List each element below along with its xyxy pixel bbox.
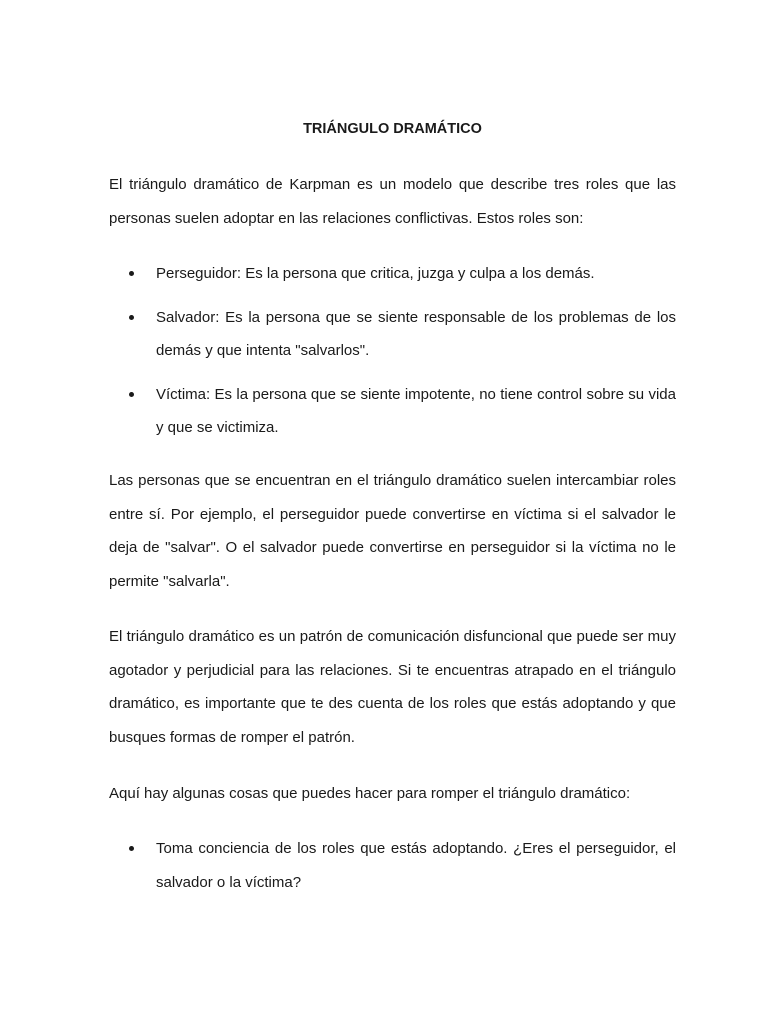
bullet-icon [129,392,134,397]
list-item [109,257,676,291]
role-text: Víctima: Es la persona que se siente impotente, no tiene control sobre su vida y que se victimiza. [156,385,676,436]
body-paragraph: Aquí hay algunas cosas que puedes hacer para romper el triángulo dramático: [109,785,631,802]
bullet-icon [129,315,134,320]
intro-paragraph: El triángulo dramático de Karpman es un modelo que describe tres roles que las personas suelen adoptar en las relaciones conflictivas. Estos roles son: [109,176,676,227]
bullet-icon [129,846,134,851]
list-item [109,832,676,899]
tip-text: Toma conciencia de los roles que estás adoptando. ¿Eres el perseguidor, el salvador o la víctima? [156,840,676,891]
role-text: Perseguidor: Es la persona que critica, juzga y culpa a los demás. [156,265,595,282]
bullet-icon [129,271,134,276]
roles-list [109,257,676,445]
body-paragraph: Las personas que se encuentran en el triángulo dramático suelen intercambiar roles entre sí. Por ejemplo, el perseguidor puede convertirse en víctima si el salvador le deja de "salvar". O el salvador puede convertirse en perseguidor si la víctima no le permite "salvarla". [109,472,676,590]
document-title: TRIÁNGULO DRAMÁTICO [303,121,482,137]
list-item [109,378,676,445]
body-paragraph: El triángulo dramático es un patrón de comunicación disfuncional que puede ser muy agotador y perjudicial para las relaciones. Si te encuentras atrapado en el triángulo dramático, es importante que te des cuenta de los roles que estás adoptando y que busques formas de romper el patrón. [109,628,676,746]
role-text: Salvador: Es la persona que se siente responsable de los problemas de los demás y que intenta "salvarlos". [156,308,676,359]
list-item [109,301,676,368]
tips-list [109,832,676,899]
